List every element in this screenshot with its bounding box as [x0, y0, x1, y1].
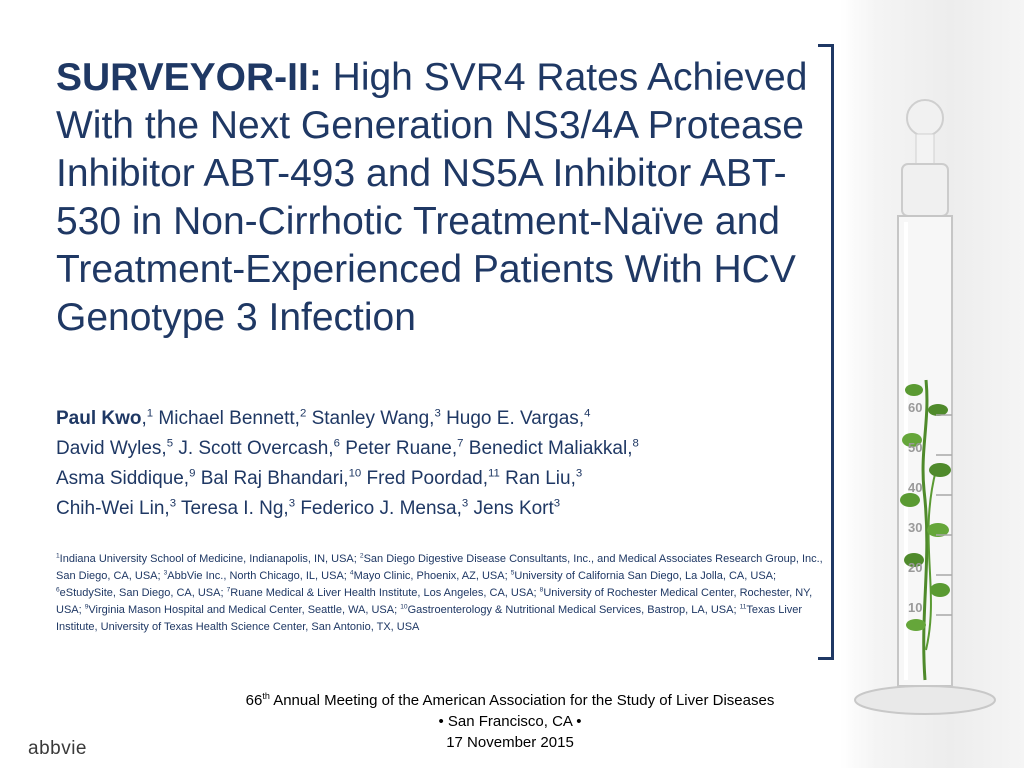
affiliations: $^1$Indiana University School of Medicine, Indianapolis, IN, USA; $^2$San Diego Digestive Disease Consultants, Inc., and Medical Associates Research Group, Inc., San Diego, CA, USA; $^3$AbbVie Inc., North Chicago, IL, USA; $^4$Mayo Clinic, Phoenix, AZ, USA; $^5$University of California San Diego, La Jolla, CA, USA; $^6$eStudySite, San Diego, CA, USA; $^7$Ruane Medical & Liver Health Institute, Los Angeles, CA, USA; $^8$University of Rochester Medical Center, Rochester, NY, USA; $^9$Virginia Mason Hospital and Medical Center, Seattle, WA, USA; $^{10}$Gastroenterology & Nutritional Medical Services, Bastrop, LA, USA; $^{11}$Texas Liver Institute, University of Texas Health Science Center, San Antonio, TX, USA [56, 552, 823, 633]
author: Benedict Maliakkal,$^8$ [468, 437, 639, 459]
meeting-line-1: 66th Annual Meeting of the American Association for the Study of Liver Diseases [245, 691, 775, 709]
author: Peter Ruane,$^7$ [345, 437, 464, 459]
author: Jens Kort$^3$ [473, 497, 561, 519]
author: Chih-Wei Lin,$^3$ [56, 497, 177, 519]
author: Ran Liu,$^3$ [505, 467, 583, 489]
author: Paul Kwo,$^1$ [56, 407, 154, 429]
author: Teresa I. Ng,$^3$ [180, 497, 296, 519]
author: Stanley Wang,$^3$ [311, 407, 441, 429]
graduation-label: 60 [908, 400, 923, 415]
study-name: SURVEYOR-II: [56, 56, 322, 99]
author: Bal Raj Bhandari,$^{10}$ [200, 467, 362, 489]
graduation-label: 40 [908, 480, 923, 495]
graduation-label: 30 [908, 520, 923, 535]
author: Hugo E. Vargas,$^4$ [446, 407, 591, 429]
meeting-location: • San Francisco, CA • [438, 713, 582, 730]
title-text: High SVR4 Rates Achieved With the Next Generation NS3/4A Protease Inhibitor ABT-493 and NS5A Inhibitor ABT-530 in Non-Cirrhotic Treatment-Naïve and Treatment-Experienced Patients With HCV Genotype 3 Infection [56, 56, 808, 339]
author: David Wyles,$^5$ [56, 437, 174, 459]
author: Fred Poordad,$^{11}$ [366, 467, 500, 489]
author: Asma Siddique,$^9$ [56, 467, 196, 489]
graduation-label: 50 [908, 440, 923, 455]
author: Federico J. Mensa,$^3$ [300, 497, 469, 519]
meeting-date: 17 November 2015 [446, 734, 574, 751]
meeting-info [180, 690, 840, 753]
graduated-cylinder-illustration [840, 90, 1020, 730]
slide-title [56, 54, 816, 342]
abbvie-logo: abbvie [28, 738, 87, 759]
graduation-label: 20 [908, 560, 923, 575]
graduation-label: 10 [908, 600, 923, 615]
author-list [56, 404, 816, 524]
author: Michael Bennett,$^2$ [158, 407, 307, 429]
author: J. Scott Overcash,$^6$ [178, 437, 340, 459]
